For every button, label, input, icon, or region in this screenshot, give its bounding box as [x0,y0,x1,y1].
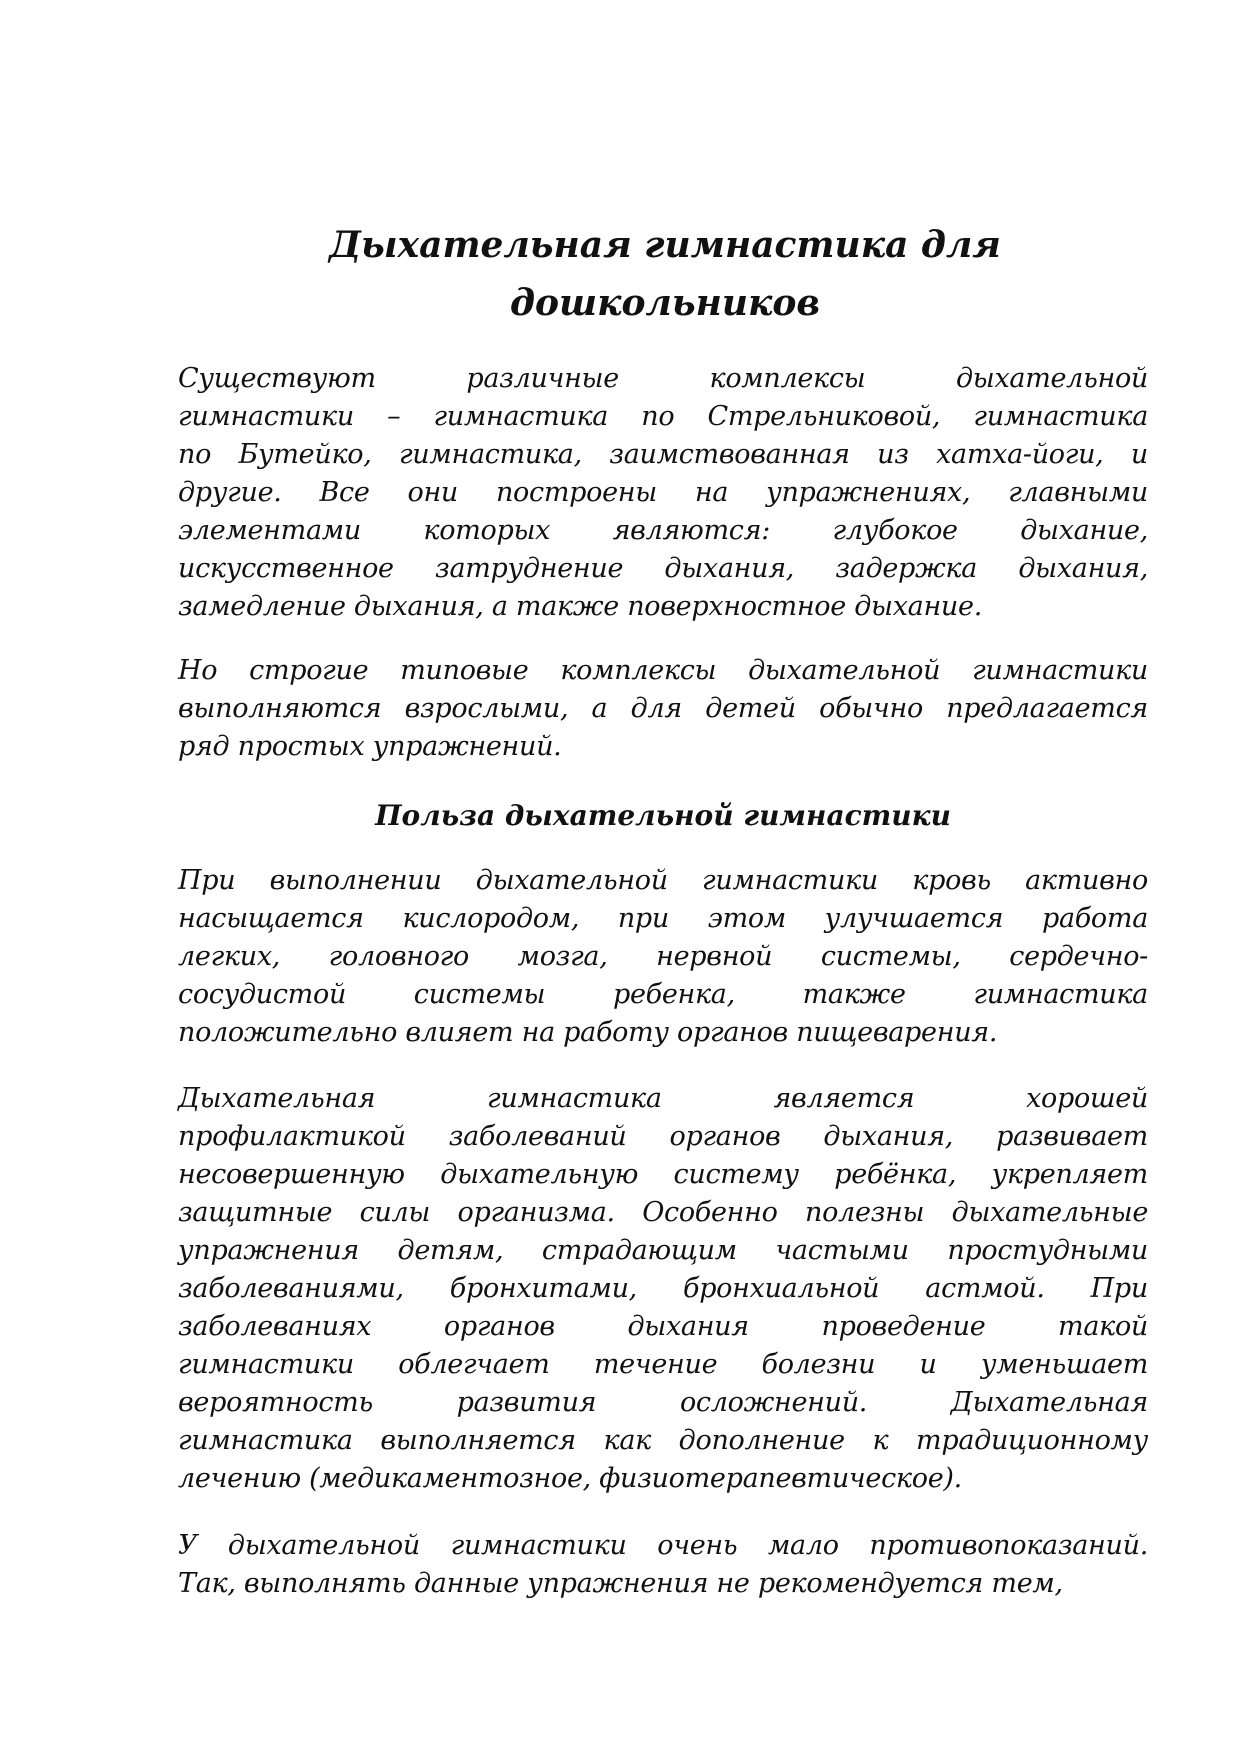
paragraph [178,1080,1148,1498]
text-line: элементами которых являются: глубокое дыхание, [178,515,1148,546]
text-line: ряд простых упражнений. [178,731,562,762]
title-line: Дыхательная гимнастика для [329,224,1001,266]
text-line: гимнастика выполняется как дополнение к традиционному [178,1425,1148,1456]
text-line: При выполнении дыхательной гимнастики кровь активно [178,865,1148,896]
text-line: профилактикой заболеваний органов дыхания, развивает [178,1121,1148,1152]
text-line: лечению (медикаментозное, физиотерапевтическое). [178,1463,962,1494]
text-line: Существуют различные комплексы дыхательной [178,363,1148,394]
text-line: другие. Все они построены на упражнениях, главными [178,477,1148,508]
text-line: У дыхательной гимнастики очень мало противопоказаний. [178,1530,1148,1561]
title-line: дошкольников [509,282,821,324]
text-line: заболеваниями, бронхитами, бронхиальной астмой. При [178,1273,1148,1304]
text-line: по Бутейко, гимнастика, заимствованная из хатха-йоги, и [178,439,1148,470]
section-heading: Польза дыхательной гимнастики [375,799,951,832]
text-line: гимнастики – гимнастика по Стрельниковой, гимнастика [178,401,1148,432]
paragraph [178,862,1148,1052]
text-line: насыщается кислородом, при этом улучшается работа [178,903,1148,934]
text-line: искусственное затруднение дыхания, задержка дыхания, [178,553,1148,584]
text-line: заболеваниях органов дыхания проведение такой [178,1311,1148,1342]
text-line: замедление дыхания, а также поверхностное дыхание. [178,591,982,622]
paragraph [178,652,1148,766]
text-line: упражнения детям, страдающим частыми простудными [178,1235,1148,1266]
text-line: сосудистой системы ребенка, также гимнастика [178,979,1148,1010]
text-line: Дыхательная гимнастика является хорошей [178,1083,1148,1114]
text-line: положительно влияет на работу органов пищеварения. [178,1017,998,1048]
text-line: защитные силы организма. Особенно полезны дыхательные [178,1197,1148,1228]
text-line: Так, выполнять данные упражнения не рекомендуется тем, [178,1568,1063,1599]
text-line: вероятность развития осложнений. Дыхательная [178,1387,1148,1418]
text-line: несовершенную дыхательную систему ребёнка, укрепляет [178,1159,1148,1190]
paragraph [178,1527,1148,1603]
text-line: легких, головного мозга, нервной системы, сердечно- [178,941,1148,972]
text-line: Но строгие типовые комплексы дыхательной гимнастики [178,655,1148,686]
document-title [0,216,1240,332]
paragraph [178,360,1148,626]
text-line: выполняются взрослыми, а для детей обычно предлагается [178,693,1148,724]
text-line: гимнастики облегчает течение болезни и уменьшает [178,1349,1148,1380]
